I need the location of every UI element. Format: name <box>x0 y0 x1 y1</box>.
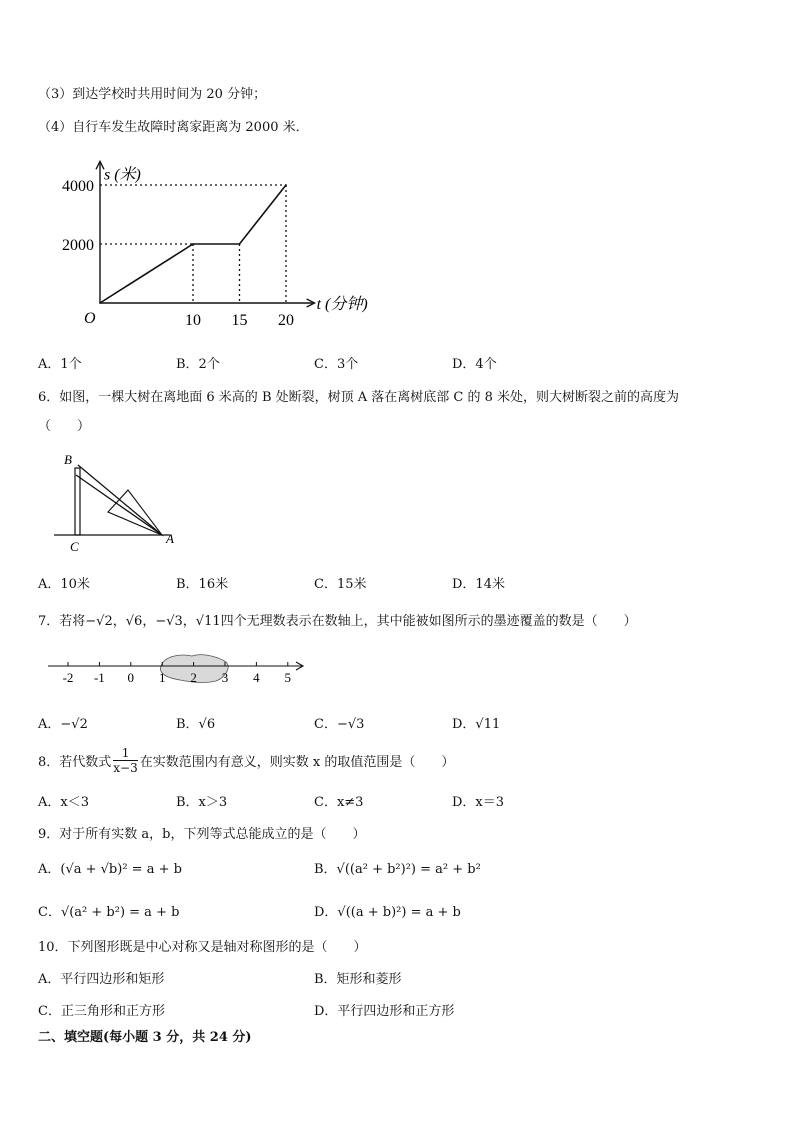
q8-fraction <box>113 746 137 775</box>
number-line-figure <box>40 648 320 690</box>
section-2-heading: 二、填空题(每小题 3 分，共 24 分) <box>38 1030 252 1045</box>
q10-option-d[interactable]: D．平行四边形和正方形 <box>314 1004 455 1019</box>
tick-label-1: 1 <box>158 670 166 685</box>
label-c: C <box>70 539 79 554</box>
q8-prefix: 8．若代数式 <box>38 755 112 770</box>
q5-option-c[interactable]: C．3个 <box>314 357 359 372</box>
q8-option-c[interactable]: C．x≠3 <box>314 795 364 810</box>
q7-option-c[interactable]: C．−√3 <box>314 717 365 732</box>
q9-question: 9．对于所有实数 a，b，下列等式总能成立的是（ ） <box>38 827 366 842</box>
label-b: B <box>64 452 72 467</box>
q5-option-b[interactable]: B．2个 <box>176 357 220 372</box>
q7-prefix: 7．若将 <box>38 614 86 629</box>
x-tick-label-10: 10 <box>185 312 201 329</box>
q7-number-1: −√2 <box>85 614 113 629</box>
q9-option-d[interactable]: D．√((a + b)²) = a + b <box>314 905 461 920</box>
x-tick-label-20: 20 <box>278 312 294 329</box>
y-tick-label-2000: 2000 <box>62 237 94 254</box>
x-axis-label: t (分钟) <box>316 296 368 313</box>
broken-top-edge1 <box>78 465 162 535</box>
q7-question: 7．若将−√2，√6，−√3，√11四个无理数表示在数轴上，其中能被如图所示的墨迹覆盖的数是（ ） <box>38 614 637 629</box>
q8-option-d[interactable]: D．x＝3 <box>452 795 505 810</box>
y-tick-label-4000: 4000 <box>62 178 94 195</box>
q8-option-a[interactable]: A．x＜3 <box>38 795 89 810</box>
distance-time-chart <box>40 140 400 340</box>
statement-3: （3）到达学校时共用时间为 20 分钟； <box>38 87 267 102</box>
q7-number-2: √6 <box>125 614 143 629</box>
q6-option-d[interactable]: D．14米 <box>452 577 505 592</box>
broken-top-edge2 <box>76 475 162 535</box>
q10-option-c[interactable]: C．正三角形和正方形 <box>38 1004 165 1019</box>
tick-label-2: 2 <box>190 670 197 685</box>
q5-option-a[interactable]: A．1个 <box>38 357 82 372</box>
label-a: A <box>166 531 174 546</box>
q8-suffix: 在实数范围内有意义，则实数 x 的取值范围是（ ） <box>139 755 455 770</box>
q8-option-b[interactable]: B．x＞3 <box>176 795 228 810</box>
statement-4: （4）自行车发生故障时离家距离为 2000 米． <box>38 120 309 135</box>
q7-number-3: −√3 <box>155 614 183 629</box>
q5-option-d[interactable]: D．4个 <box>452 357 497 372</box>
q10-option-a[interactable]: A．平行四边形和矩形 <box>38 972 165 987</box>
q10-option-b[interactable]: B．矩形和菱形 <box>314 972 402 987</box>
data-point-1 <box>192 243 194 245</box>
broken-tree-figure <box>50 450 190 555</box>
tick-label-3: 3 <box>221 670 229 685</box>
tick-label-4: 4 <box>253 670 260 685</box>
q9-option-b[interactable]: B．√((a² + b²)²) = a² + b² <box>314 862 481 877</box>
x-tick-label-15: 15 <box>231 312 248 329</box>
q6-answer-paren: （ ） <box>38 419 91 434</box>
tick-label-5: 5 <box>284 670 292 685</box>
q7-number-4: √11 <box>195 614 221 629</box>
q8-question <box>38 746 454 775</box>
data-point-3 <box>285 184 287 186</box>
q6-option-b[interactable]: B．16米 <box>176 577 229 592</box>
q6-option-a[interactable]: A．10米 <box>38 577 90 592</box>
q6-question: 6．如图，一棵大树在离地面 6 米高的 B 处断裂，树顶 A 落在离树底部 C 的 8 米处，则大树断裂之前的高度为 <box>38 390 680 405</box>
origin-label: O <box>84 310 96 327</box>
y-axis-label: s (米) <box>104 166 141 184</box>
q9-option-c[interactable]: C．√(a² + b²) = a + b <box>38 905 180 920</box>
data-point-0 <box>99 302 101 304</box>
q7-option-b[interactable]: B．√6 <box>176 717 216 732</box>
q8-frac-num: 1 <box>113 746 137 761</box>
tick-label--1: -1 <box>93 670 105 685</box>
q7-option-d[interactable]: D．√11 <box>452 717 501 732</box>
data-point-2 <box>239 243 241 245</box>
tick-label-0: 0 <box>127 670 135 685</box>
q10-question: 10．下列图形既是中心对称又是轴对称图形的是（ ） <box>38 940 367 955</box>
tick-label--2: -2 <box>62 670 74 685</box>
q7-option-a[interactable]: A．−√2 <box>38 717 88 732</box>
q9-option-a[interactable]: A．(√a + √b)² = a + b <box>38 862 182 877</box>
q6-option-c[interactable]: C．15米 <box>314 577 367 592</box>
q7-suffix: 四个无理数表示在数轴上，其中能被如图所示的墨迹覆盖的数是（ ） <box>220 614 637 629</box>
q8-frac-den: x−3 <box>113 761 138 775</box>
